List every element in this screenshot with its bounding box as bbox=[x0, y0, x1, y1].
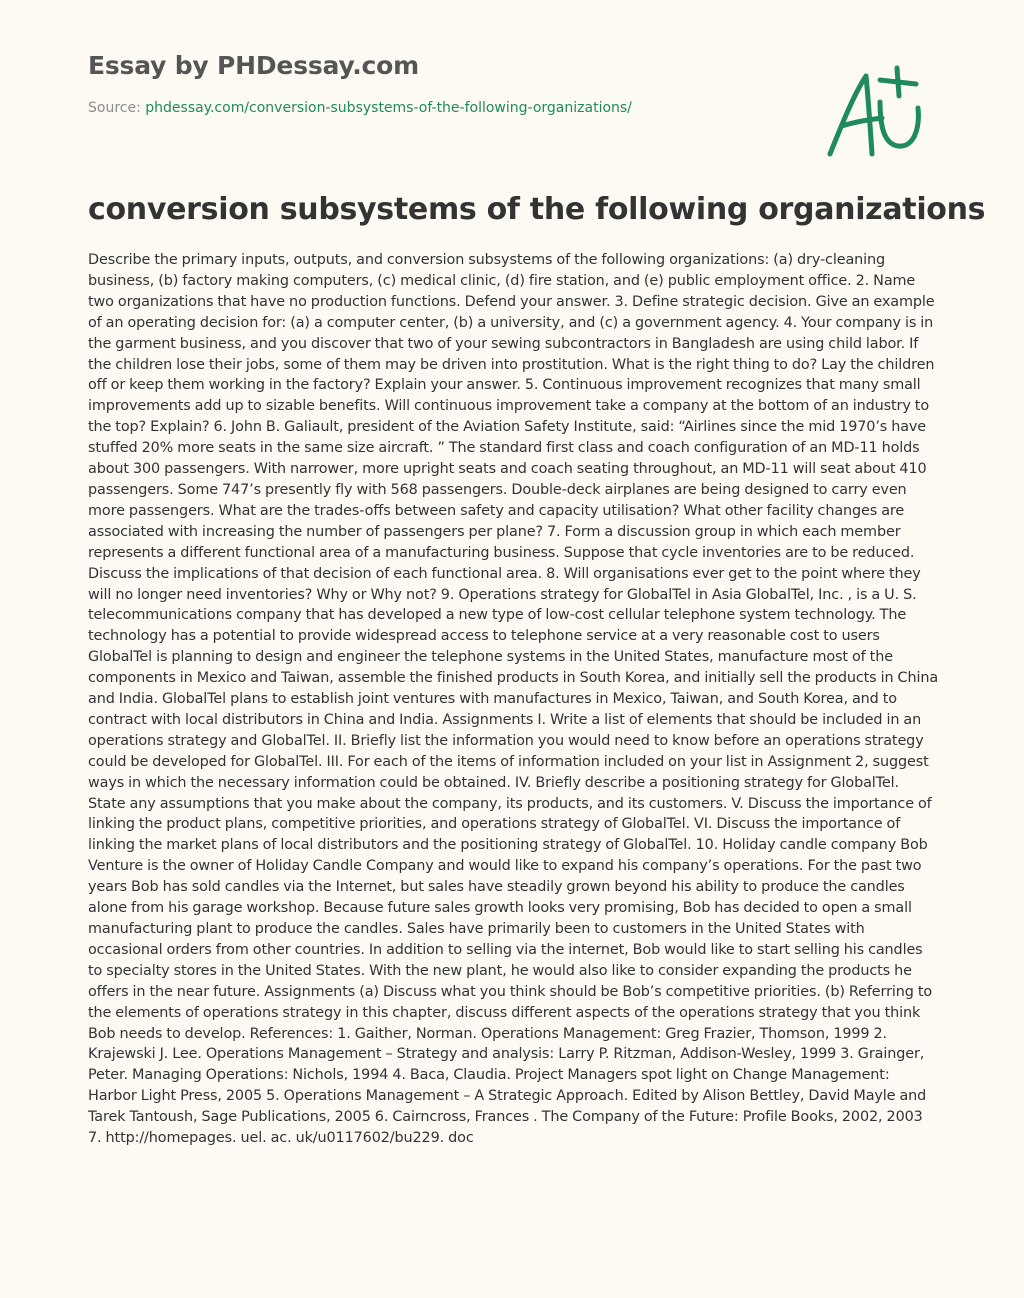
a-plus-logo-icon bbox=[820, 62, 930, 162]
essay-body: Describe the primary inputs, outputs, and conversion subsystems of the following organizations: (a) dry-cleaning business, (b) factory making computers, (c) medical clinic, (d) fire station, and (e) public employment office. 2. Name two organizations that have no production functions. Defend your answer. 3. Define strategic decision. Give an example of an operating decision for: (a) a computer center, (b) a university, and (c) a government agency. 4. Your company is in the garment business, and you discover that two of your sewing subcontractors in Bangladesh are using child labor. If the children lose their jobs, some of them may be driven into prostitution. What is the right thing to do? Lay the children off or keep them working in the factory? Explain your answer. 5. Continuous improvement recognizes that many small improvements add up to sizable benefits. Will continuous improvement take a company at the bottom of an industry to the top? Explain? 6. John B. Galiault, president of the Aviation Safety Institute, said: “Airlines since the mid 1970’s have stuffed 20% more seats in the same size aircraft. ” The standard first class and coach configuration of an MD-11 holds about 300 passengers. With narrower, more upright seats and coach seating throughout, an MD-11 will seat about 410 passengers. Some 747’s presently fly with 568 passengers. Double-deck airplanes are being designed to carry even more passengers. What are the trades-offs between safety and capacity utilisation? What other facility changes are associated with increasing the number of passengers per plane? 7. Form a discussion group in which each member represents a different functional area of a manufacturing business. Suppose that cycle inventories are to be reduced. Discuss the implications of that decision of each functional area. 8. Will organisations ever get to the point where they will no longer need inventories? Why or Why not? 9. Operations strategy for GlobalTel in Asia GlobalTel, Inc. , is a U. S. telecommunications company that has developed a new type of low-cost cellular telephone system technology. The technology has a potential to provide widespread access to telephone service at a very reasonable cost to users GlobalTel is planning to design and engineer the telephone systems in the United States, manufacture most of the components in Mexico and Taiwan, assemble the finished products in South Korea, and initially sell the products in China and India. GlobalTel plans to establish joint ventures with manufactures in Mexico, Taiwan, and South Korea, and to contract with local distributors in China and India. Assignments I. Write a list of elements that should be included in an operations strategy and GlobalTel. II. Briefly list the information you would need to know before an operations strategy could be developed for GlobalTel. III. For each of the items of information included on your list in Assignment 2, suggest ways in which the necessary information could be obtained. IV. Briefly describe a positioning strategy for GlobalTel. State any assumptions that you make about the company, its products, and its customers. V. Discuss the importance of linking the product plans, competitive priorities, and operations strategy of GlobalTel. VI. Discuss the importance of linking the market plans of local distributors and the positioning strategy of GlobalTel. 10. Holiday candle company Bob Venture is the owner of Holiday Candle Company and would like to expand his company’s operations. For the past two years Bob has sold candles via the Internet, but sales have steadily grown beyond his ability to produce the candles alone from his garage workshop. Because future sales growth looks very promising, Bob has decided to open a small manufacturing plant to produce the candles. Sales have primarily been to customers in the United States with occasional orders from other countries. In addition to selling via the internet, Bob would like to start selling his candles to specialty stores in the United States. With the new plant, he would also like to consider expanding the products he offers in the near future. Assignments (a) Discuss what you think should be Bob’s competitive priorities. (b) Referring to the elements of operations strategy in this chapter, discuss different aspects of the operations strategy that you think Bob needs to develop. References: 1. Gaither, Norman. Operations Management: Greg Frazier, Thomson, 1999 2. Krajewski J. Lee. Operations Management – Strategy and analysis: Larry P. Ritzman, Addison-Wesley, 1999 3. Grainger, Peter. Managing Operations: Nichols, 1994 4. Baca, Claudia. Project Managers spot light on Change Management: Harbor Light Press, 2005 5. Operations Management – A Strategic Approach. Edited by Alison Bettley, David Mayle and Tarek Tantoush, Sage Publications, 2005 6. Cairncross, Frances . The Company of the Future: Profile Books, 2002, 2003 7. http://homepages. uel. ac. uk/u0117602/bu229. doc bbox=[88, 252, 939, 1147]
brand-title: Essay by PHDessay.com bbox=[88, 51, 419, 80]
source-label: Source: bbox=[88, 100, 141, 116]
page-header bbox=[88, 48, 788, 118]
source-link[interactable]: phdessay.com/conversion-subsystems-of-the-following-organizations/ bbox=[145, 100, 632, 116]
page-title: conversion subsystems of the following organizations bbox=[88, 192, 986, 227]
source-line bbox=[88, 98, 788, 118]
